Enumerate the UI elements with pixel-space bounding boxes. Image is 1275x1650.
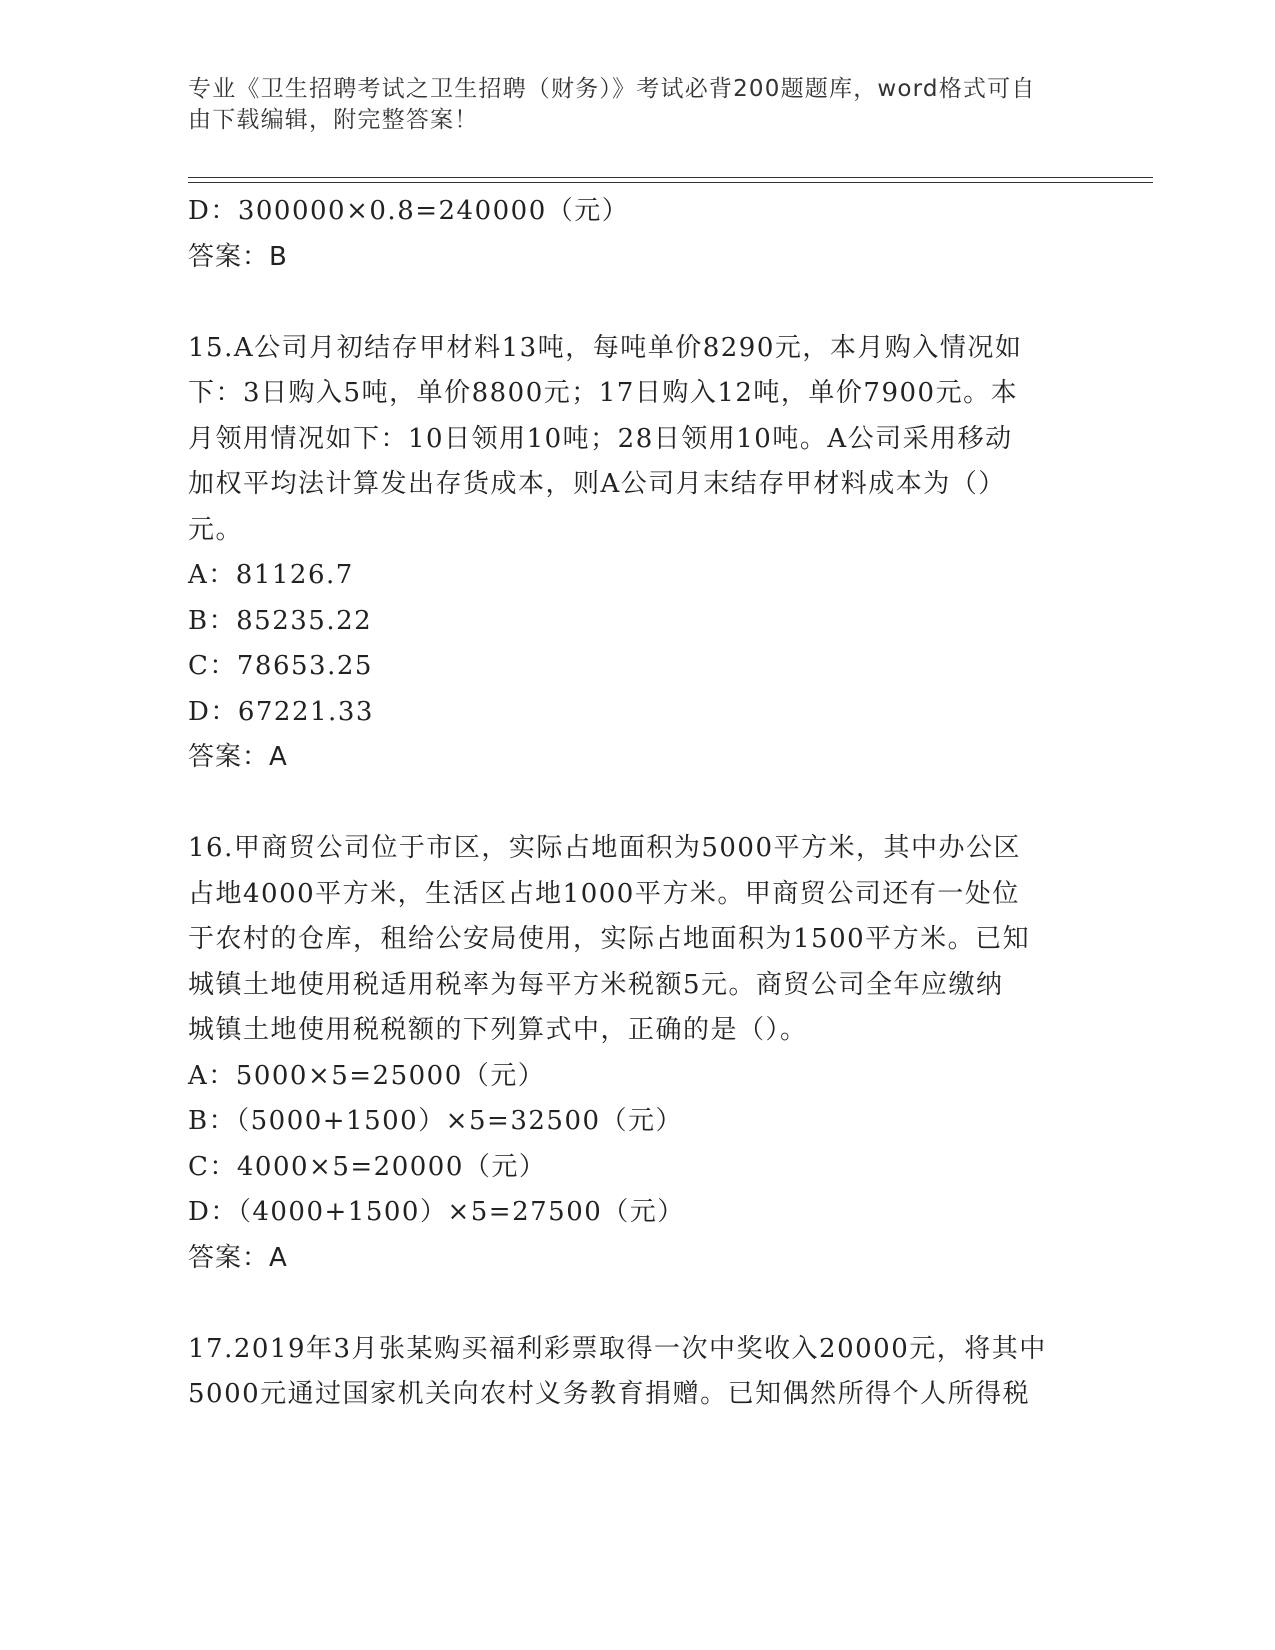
spacer xyxy=(188,781,1078,827)
header-line-1: 专业《卫生招聘考试之卫生招聘（财务）》考试必背200题题库，word格式可自 xyxy=(188,76,1036,102)
q15-option-a: A：81126.7 xyxy=(188,560,354,590)
spacer xyxy=(188,1281,1078,1327)
q16-option-d: D：（4000+1500）×5=27500（元） xyxy=(188,1197,685,1227)
header-rule-top xyxy=(188,177,1153,178)
q16-stem-line-4: 城镇土地使用税适用税率为每平方米税额5元。商贸公司全年应缴纳 xyxy=(188,969,1004,1000)
q17-stem-line-1: 17.2019年3月张某购买福利彩票取得一次中奖收入20000元，将其中 xyxy=(188,1333,1047,1364)
header-rule-bottom xyxy=(188,182,1153,183)
q15-stem-line-4: 加权平均法计算发出存货成本，则A公司月末结存甲材料成本为（） xyxy=(188,469,1006,499)
q16-answer: 答案：A xyxy=(188,1242,288,1273)
question-16 xyxy=(188,826,1078,1281)
q14-answer: 答案：B xyxy=(188,241,288,272)
q15-option-b: B：85235.22 xyxy=(188,605,373,636)
question-14-tail xyxy=(188,189,1078,280)
q15-stem-line-1: 15.A公司月初结存甲材料13吨，每吨单价8290元，本月购入情况如 xyxy=(188,332,1023,363)
q14-option-d: D：300000×0.8=240000（元） xyxy=(188,196,630,226)
question-15 xyxy=(188,326,1078,781)
q17-stem-line-2: 5000元通过国家机关向农村义务教育捐赠。已知偶然所得个人所得税 xyxy=(188,1379,1031,1409)
page-header xyxy=(188,74,1068,136)
q15-stem-line-3: 月领用情况如下：10日领用10吨；28日领用10吨。A公司采用移动 xyxy=(188,423,1013,454)
q15-stem-line-2: 下：3日购入5吨，单价8800元；17日购入12吨，单价7900元。本 xyxy=(188,378,1019,408)
header-line-2: 由下载编辑，附完整答案！ xyxy=(188,107,479,133)
q16-stem-line-5: 城镇土地使用税税额的下列算式中，正确的是（）。 xyxy=(188,1015,808,1045)
q16-stem-line-3: 于农村的仓库，租给公安局使用，实际占地面积为1500平方米。已知 xyxy=(188,924,1031,954)
q16-stem-line-1: 16.甲商贸公司位于市区，实际占地面积为5000平方米，其中办公区 xyxy=(188,833,1022,863)
q15-stem-line-5: 元。 xyxy=(188,514,244,545)
q16-option-c: C：4000×5=20000（元） xyxy=(188,1151,547,1182)
q16-option-b: B：（5000+1500）×5=32500（元） xyxy=(188,1106,684,1136)
q15-answer: 答案：A xyxy=(188,742,288,772)
q16-option-a: A：5000×5=25000（元） xyxy=(188,1060,546,1091)
q15-option-d: D：67221.33 xyxy=(188,696,374,727)
question-17 xyxy=(188,1327,1078,1418)
spacer xyxy=(188,280,1078,326)
document-body xyxy=(188,189,1078,1418)
q16-stem-line-2: 占地4000平方米，生活区占地1000平方米。甲商贸公司还有一处位 xyxy=(188,878,1020,909)
q15-option-c: C：78653.25 xyxy=(188,651,373,681)
